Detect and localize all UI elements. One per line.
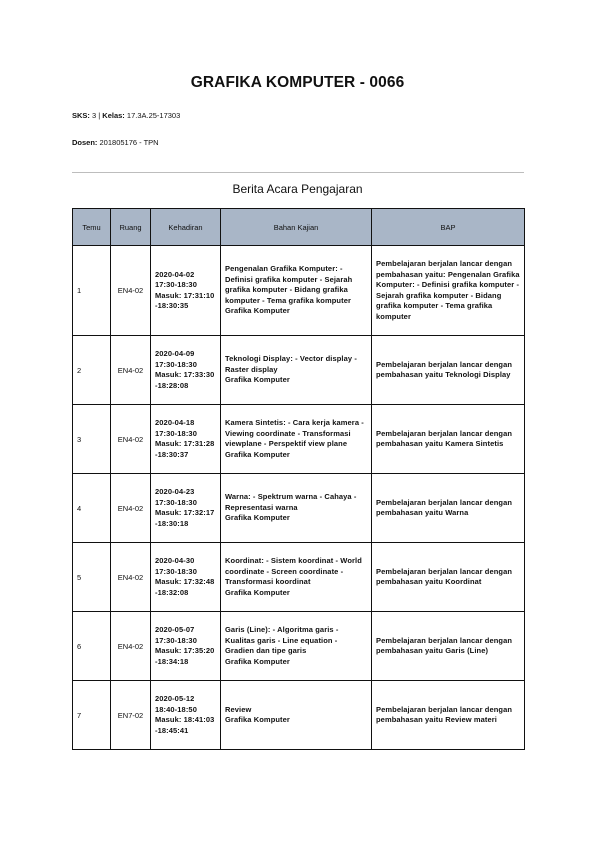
dosen-value: 201805176 - TPN: [97, 138, 159, 147]
table-row: [73, 681, 525, 750]
bap-table: [72, 208, 525, 750]
cell-kehadiran: 2020-04-02 17:30-18:30 Masuk: 17:31:10 -18:30:35: [151, 246, 221, 336]
header-kehadiran: Kehadiran: [151, 209, 221, 246]
cell-temu: 7: [73, 681, 111, 750]
cell-kehadiran: 2020-04-30 17:30-18:30 Masuk: 17:32:48 -18:32:08: [151, 543, 221, 612]
cell-bahan-kajian: Garis (Line): - Algoritma garis - Kualitas garis - Line equation - Gradien dan tipe garis Grafika Komputer: [221, 612, 372, 681]
header-temu: Temu: [73, 209, 111, 246]
cell-ruang: EN4-02: [111, 405, 151, 474]
cell-temu: 1: [73, 246, 111, 336]
lecturer-line: [72, 138, 159, 147]
sks-label: SKS:: [72, 111, 90, 120]
cell-temu: 3: [73, 405, 111, 474]
cell-ruang: EN4-02: [111, 612, 151, 681]
header-ruang: Ruang: [111, 209, 151, 246]
cell-bap: Pembelajaran berjalan lancar dengan pembahasan yaitu Garis (Line): [372, 612, 525, 681]
cell-temu: 6: [73, 612, 111, 681]
cell-temu: 5: [73, 543, 111, 612]
cell-bap: Pembelajaran berjalan lancar dengan pembahasan yaitu Warna: [372, 474, 525, 543]
sks-value: 3 |: [89, 111, 103, 120]
cell-ruang: EN4-02: [111, 246, 151, 336]
kelas-value: 17.3A.25-17303: [124, 111, 181, 120]
cell-kehadiran: 2020-04-23 17:30-18:30 Masuk: 17:32:17 -18:30:18: [151, 474, 221, 543]
cell-kehadiran: 2020-05-07 17:30-18:30 Masuk: 17:35:20 -18:34:18: [151, 612, 221, 681]
table-row: [73, 612, 525, 681]
cell-bap: Pembelajaran berjalan lancar dengan pembahasan yaitu Koordinat: [372, 543, 525, 612]
course-meta-line: [72, 111, 180, 120]
cell-bap: Pembelajaran berjalan lancar dengan pembahasan yaitu Kamera Sintetis: [372, 405, 525, 474]
table-row: [73, 543, 525, 612]
cell-bap: Pembelajaran berjalan lancar dengan pembahasan yaitu: Pengenalan Grafika Komputer: - Definisi grafika komputer - Sejarah grafika komputer - Bidang grafika komputer - Tema grafika komputer: [372, 246, 525, 336]
table-row: [73, 246, 525, 336]
table-row: [73, 336, 525, 405]
course-title: GRAFIKA KOMPUTER - 0066: [190, 74, 405, 91]
cell-bahan-kajian: Pengenalan Grafika Komputer: - Definisi grafika komputer - Sejarah grafika komputer - Bidang grafika komputer - Tema grafika komputer Grafika Komputer: [221, 246, 372, 336]
header-bap: BAP: [372, 209, 525, 246]
cell-bap: Pembelajaran berjalan lancar dengan pembahasan yaitu Teknologi Display: [372, 336, 525, 405]
cell-kehadiran: 2020-04-18 17:30-18:30 Masuk: 17:31:28 -18:30:37: [151, 405, 221, 474]
cell-ruang: EN7-02: [111, 681, 151, 750]
cell-ruang: EN4-02: [111, 474, 151, 543]
cell-bahan-kajian: Review Grafika Komputer: [221, 681, 372, 750]
cell-bahan-kajian: Koordinat: - Sistem koordinat - World coordinate - Screen coordinate - Transformasi koordinat Grafika Komputer: [221, 543, 372, 612]
table-row: [73, 405, 525, 474]
cell-ruang: EN4-02: [111, 543, 151, 612]
cell-kehadiran: 2020-04-09 17:30-18:30 Masuk: 17:33:30 -18:28:08: [151, 336, 221, 405]
cell-bahan-kajian: Kamera Sintetis: - Cara kerja kamera - Viewing coordinate - Transformasi viewplane - Perspektif view plane Grafika Komputer: [221, 405, 372, 474]
cell-bahan-kajian: Teknologi Display: - Vector display - Raster display Grafika Komputer: [221, 336, 372, 405]
cell-kehadiran: 2020-05-12 18:40-18:50 Masuk: 18:41:03 -18:45:41: [151, 681, 221, 750]
dosen-label: Dosen:: [72, 138, 98, 147]
header-bahan-kajian: Bahan Kajian: [221, 209, 372, 246]
cell-bap: Pembelajaran berjalan lancar dengan pembahasan yaitu Review materi: [372, 681, 525, 750]
divider: [72, 172, 524, 173]
kelas-label: Kelas:: [102, 111, 125, 120]
cell-bahan-kajian: Warna: - Spektrum warna - Cahaya - Representasi warna Grafika Komputer: [221, 474, 372, 543]
table-header-row: [73, 209, 525, 246]
table-row: [73, 474, 525, 543]
cell-temu: 2: [73, 336, 111, 405]
cell-ruang: EN4-02: [111, 336, 151, 405]
cell-temu: 4: [73, 474, 111, 543]
section-title: Berita Acara Pengajaran: [232, 182, 363, 196]
